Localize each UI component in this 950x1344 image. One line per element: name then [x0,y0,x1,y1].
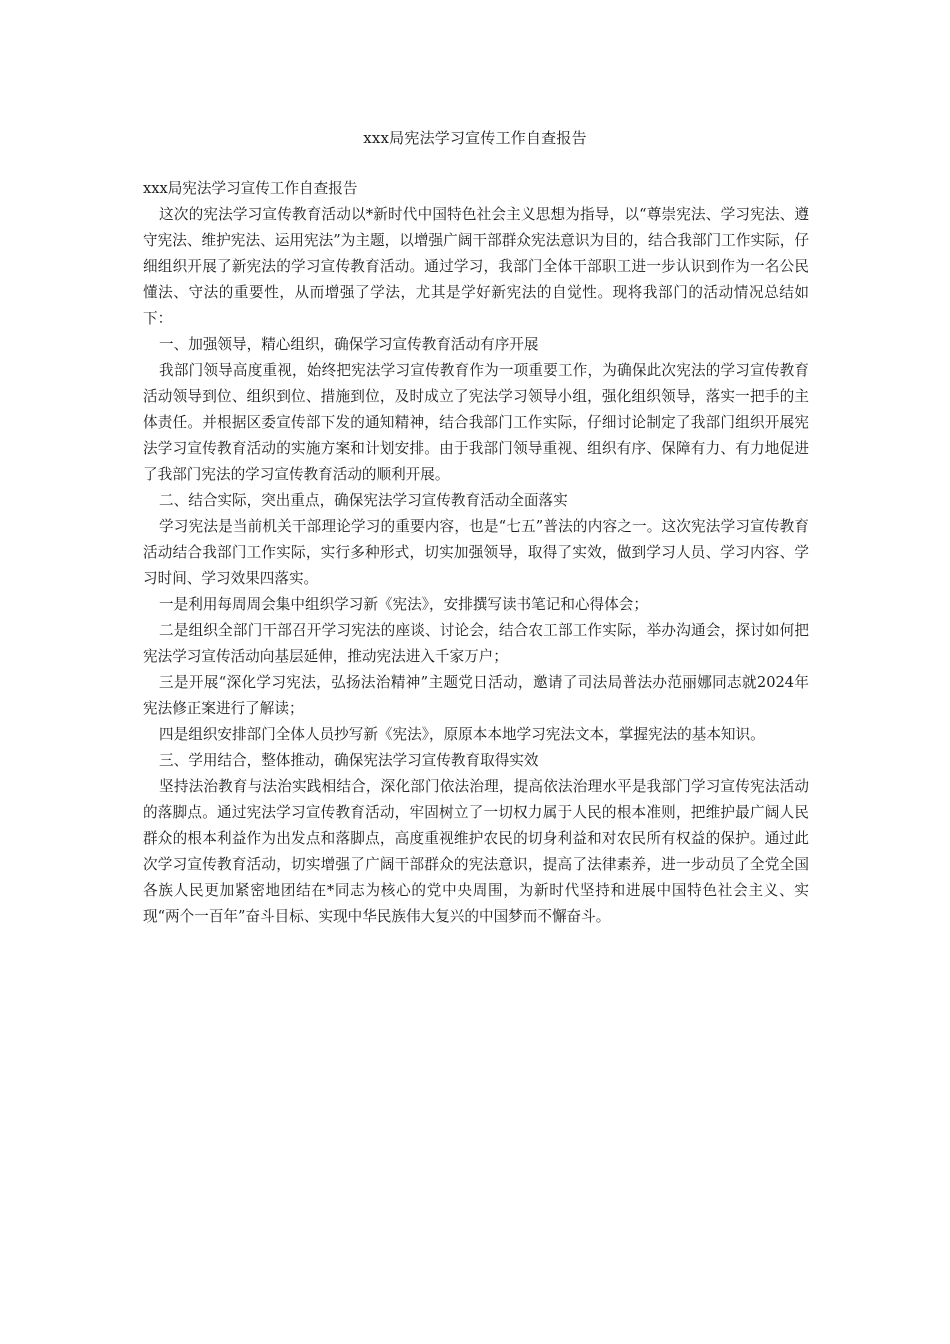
list-item-1: 一是利用每周周会集中组织学习新《宪法》，安排撰写读书笔记和心得体会； [159,596,648,613]
document-subtitle: xxx局宪法学习宣传工作自查报告 [143,180,358,197]
section-heading-1: 一、加强领导，精心组织，确保学习宣传教育活动有序开展 [159,336,539,353]
section-body-1: 我部门领导高度重视，始终把宪法学习宣传教育作为一项重要工作，为确保此次宪法的学习宣传教育活动领导到位、组织到位、措施到位，及时成立了宪法学习领导小组，强化组织领导，落实一把手的主体责任。并根据区委宣传部下发的通知精神，结合我部门工作实际，仔细讨论制定了我部门组织开展宪法学习宣传教育活动的实施方案和计划安排。由于我部门领导重视、组织有序、保障有力、有力地促进了我部门宪法的学习宣传教育活动的顺利开展。 [143,362,809,483]
section-heading-3: 三、学用结合，整体推动，确保宪法学习宣传教育取得实效 [159,752,539,769]
document-title: xxx局宪法学习宣传工作自查报告 [363,129,587,147]
list-item-2: 二是组织全部门干部召开学习宪法的座谈、讨论会，结合农工部工作实际，举办沟通会，探讨如何把宪法学习宣传活动向基层延伸，推动宪法进入千家万户； [143,622,809,665]
intro-paragraph: 这次的宪法学习宣传教育活动以*新时代中国特色社会主义思想为指导，以“尊崇宪法、学习宪法、遵守宪法、维护宪法、运用宪法”为主题，以增强广阔干部群众宪法意识为目的，结合我部门工作实际，仔细组织开展了新宪法的学习宣传教育活动。通过学习，我部门全体干部职工进一步认识到作为一名公民懂法、守法的重要性，从而增强了学法，尤其是学好新宪法的自觉性。现将我部门的活动情况总结如下： [143,206,809,327]
list-item-4: 四是组织安排部门全体人员抄写新《宪法》，原原本本地学习宪法文本，掌握宪法的基本知识。 [159,726,765,743]
list-item-3: 三是开展“深化学习宪法，弘扬法治精神”主题党日活动，邀请了司法局普法办范丽娜同志就2024年宪法修正案进行了解读； [143,674,809,717]
section-body-2: 学习宪法是当前机关干部理论学习的重要内容，也是“七五”普法的内容之一。这次宪法学习宣传教育活动结合我部门工作实际，实行多种形式，切实加强领导，取得了实效，做到学习人员、学习内容、学习时间、学习效果四落实。 [143,518,809,587]
section-body-3: 坚持法治教育与法治实践相结合，深化部门依法治理，提高依法治理水平是我部门学习宣传宪法活动的落脚点。通过宪法学习宣传教育活动，牢固树立了一切权力属于人民的根本准则，把维护最广阔人民群众的根本利益作为出发点和落脚点，高度重视维护农民的切身利益和对农民所有权益的保护。通过此次学习宣传教育活动，切实增强了广阔干部群众的宪法意识，提高了法律素养，进一步动员了全党全国各族人民更加紧密地团结在*同志为核心的党中央周围，为新时代坚持和进展中国特色社会主义、实现“两个一百年”奋斗目标、实现中华民族伟大复兴的中国梦而不懈奋斗。 [143,778,809,925]
section-heading-2: 二、结合实际，突出重点，确保宪法学习宣传教育活动全面落实 [159,492,568,509]
document-body [143,176,809,930]
